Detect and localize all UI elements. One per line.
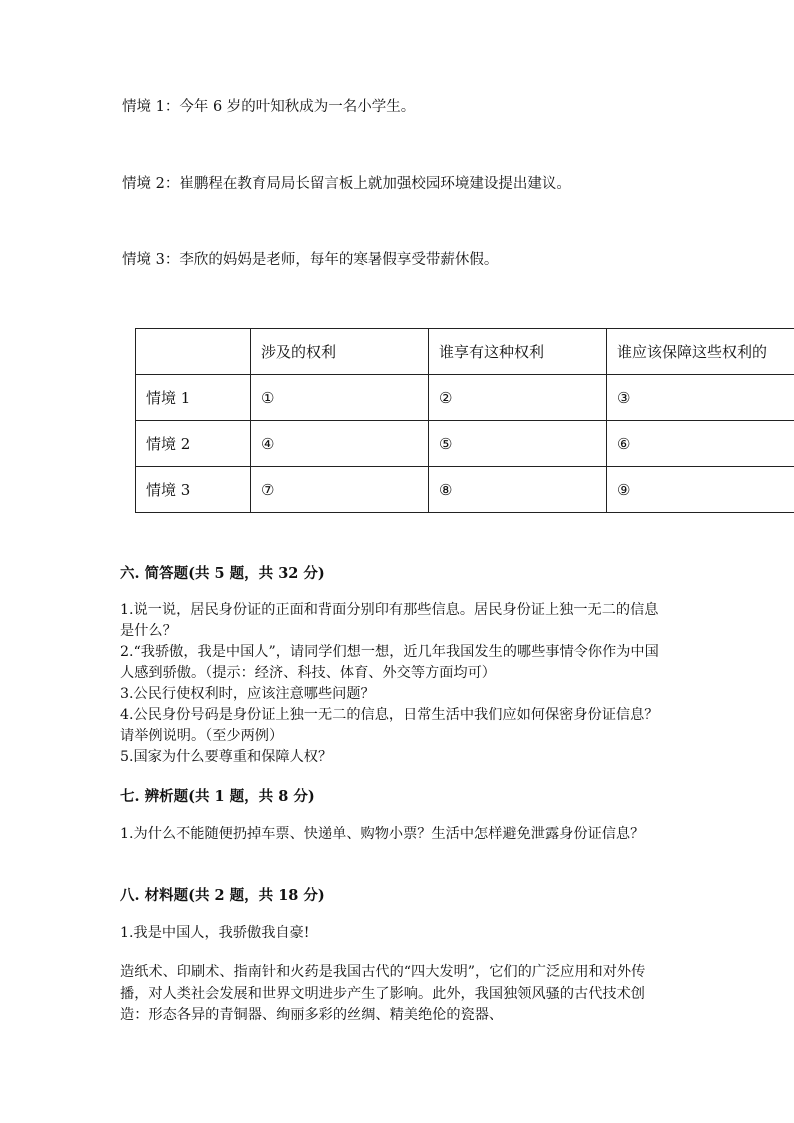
question-list-material bbox=[120, 923, 672, 944]
table-row bbox=[136, 467, 794, 513]
table-cell: ④ bbox=[251, 421, 429, 467]
rights-table bbox=[135, 328, 794, 513]
table-row bbox=[136, 375, 794, 421]
table-cell: ⑦ bbox=[251, 467, 429, 513]
table-header-cell bbox=[136, 329, 251, 375]
table-cell: ⑥ bbox=[607, 421, 794, 467]
table-header-row bbox=[136, 329, 794, 375]
table-cell: ⑨ bbox=[607, 467, 794, 513]
question-list-analysis bbox=[120, 824, 672, 845]
table-cell: 情境 1 bbox=[136, 375, 251, 421]
question-item: 1.说一说，居民身份证的正面和背面分别印有那些信息。居民身份证上独一无二的信息是什么？ bbox=[120, 602, 659, 639]
question-item: 2.“我骄傲，我是中国人”，请同学们想一想，近几年我国发生的哪些事情令你作为中国人感到骄傲。（提示：经济、科技、体育、外交等方面均可） bbox=[120, 644, 659, 681]
table-cell: ③ bbox=[607, 375, 794, 421]
table-cell: ⑤ bbox=[429, 421, 607, 467]
question-list-short-answer bbox=[120, 600, 672, 768]
section-title-analysis: 七. 辨析题(共 1 题，共 8 分) bbox=[120, 788, 315, 805]
scenario-3: 情境 3：李欣的妈妈是老师，每年的寒暑假享受带薪休假。 bbox=[122, 252, 499, 268]
table-header-cell: 谁享有这种权利 bbox=[429, 329, 607, 375]
table-cell: ⑧ bbox=[429, 467, 607, 513]
table-header-cell: 谁应该保障这些权利的 bbox=[607, 329, 794, 375]
table-cell: ② bbox=[429, 375, 607, 421]
table-cell: 情境 3 bbox=[136, 467, 251, 513]
table-row bbox=[136, 421, 794, 467]
question-item: 4.公民身份号码是身份证上独一无二的信息，日常生活中我们应如何保密身份证信息？请举例说明。（至少两例） bbox=[120, 707, 659, 744]
section-title-material: 八. 材料题(共 2 题，共 18 分) bbox=[120, 887, 325, 904]
question-item: 1.我是中国人，我骄傲我自豪! bbox=[120, 925, 310, 941]
question-item: 5.国家为什么要尊重和保障人权？ bbox=[120, 749, 333, 765]
question-item: 3.公民行使权利时，应该注意哪些问题？ bbox=[120, 686, 375, 702]
table-header-cell: 涉及的权利 bbox=[251, 329, 429, 375]
material-paragraph: 造纸术、印刷术、指南针和火药是我国古代的“四大发明”，它们的广泛应用和对外传播，对人类社会发展和世界文明进步产生了影响。此外，我国独领风骚的古代技术创造：形态各异的青铜器、绚丽多彩的丝绸、精美绝伦的瓷器、 bbox=[120, 964, 646, 1023]
scenario-1: 情境 1：今年 6 岁的叶知秋成为一名小学生。 bbox=[122, 99, 416, 115]
table-cell: 情境 2 bbox=[136, 421, 251, 467]
table-cell: ① bbox=[251, 375, 429, 421]
section-title-short-answer: 六. 简答题(共 5 题，共 32 分) bbox=[120, 565, 325, 582]
scenario-2: 情境 2：崔鹏程在教育局局长留言板上就加强校园环境建设提出建议。 bbox=[122, 176, 571, 192]
question-item: 1.为什么不能随便扔掉车票、快递单、购物小票？生活中怎样避免泄露身份证信息？ bbox=[120, 826, 645, 842]
